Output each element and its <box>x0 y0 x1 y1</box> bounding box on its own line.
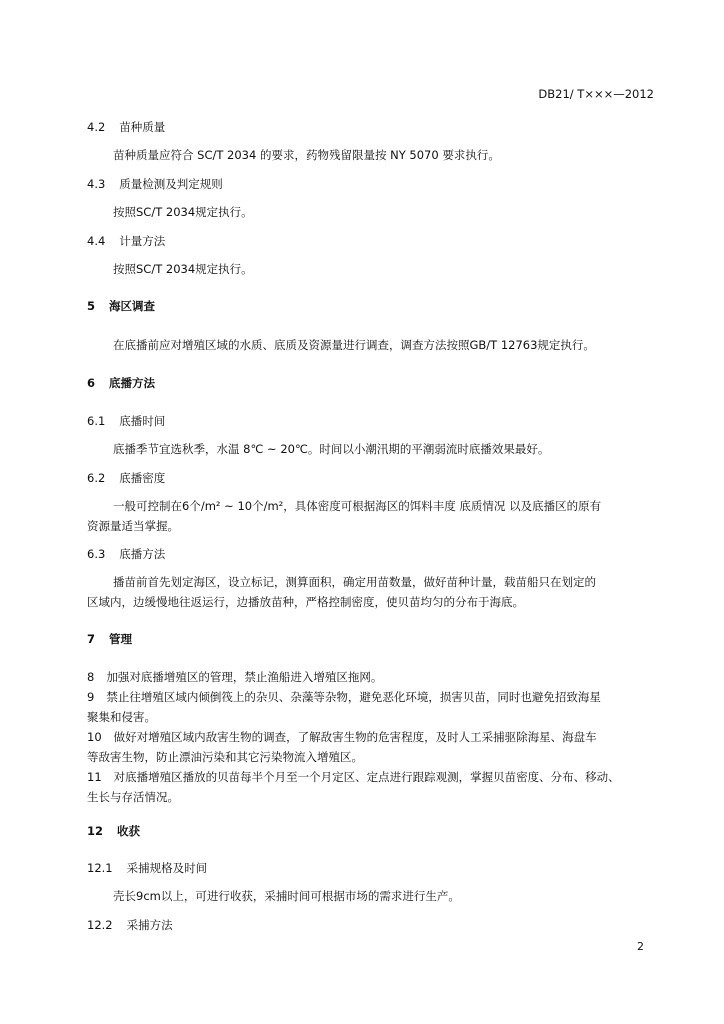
section-title: 苗种质量 <box>119 120 166 134</box>
section-6-1-heading <box>87 413 165 429</box>
section-title: 计量方法 <box>119 234 166 248</box>
section-12-1-heading <box>87 860 207 876</box>
section-number: 12 <box>87 824 104 838</box>
section-title: 采捕规格及时间 <box>126 861 208 875</box>
section-9-text-line-1 <box>87 689 601 705</box>
section-6-3-heading <box>87 546 165 562</box>
section-10-text-line-1 <box>87 729 597 745</box>
section-text: 禁止往增殖区域内倾倒筏上的杂贝、杂藻等杂物，避免恶化环境，损害贝苗，同时也避免招致海星 <box>106 690 601 704</box>
document-code: DB21/ T×××—2012 <box>538 87 654 101</box>
section-number: 6.1 <box>87 414 106 428</box>
section-title: 海区调查 <box>109 299 156 313</box>
page-number: 2 <box>637 940 644 953</box>
section-6-3-body-line-2: 区域内，边缓慢地往返运行，边播放苗种，严格控制密度，使贝苗均匀的分布于海底。 <box>87 595 524 609</box>
section-title: 管理 <box>109 632 133 646</box>
section-number: 4.4 <box>87 234 106 248</box>
section-6-3-body-line-1: 播苗前首先划定海区，设立标记，测算面积，确定用苗数量，做好苗种计量，载苗船只在划定的 <box>113 575 596 589</box>
section-number: 9 <box>87 690 95 704</box>
section-4-3-heading <box>87 176 223 192</box>
section-4-2-body: 苗种质量应符合 SC/T 2034 的要求，药物残留限量按 NY 5070 要求执行。 <box>113 148 500 162</box>
section-6-2-body-line-1: 一般可控制在6个/m² ~ 10个/m²，具体密度可根据海区的饵料丰度 底质情况 以及底播区的原有 <box>113 499 602 513</box>
section-12-heading <box>87 823 140 839</box>
section-number: 5 <box>87 299 96 313</box>
section-6-1-body: 底播季节宜选秋季，水温 8℃ ~ 20℃。时间以小潮汛期的平潮弱流时底播效果最好。 <box>113 442 550 456</box>
section-number: 6.2 <box>87 471 106 485</box>
section-title: 收获 <box>117 824 141 838</box>
section-11-text-line-2: 生长与存活情况。 <box>87 790 179 804</box>
section-4-3-body: 按照SC/T 2034规定执行。 <box>113 205 253 219</box>
section-7-heading <box>87 631 132 647</box>
section-4-2-heading <box>87 119 165 135</box>
section-number: 6 <box>87 376 96 390</box>
section-number: 8 <box>87 670 95 684</box>
section-4-4-heading <box>87 233 165 249</box>
section-text: 对底播增殖区播放的贝苗每半个月至一个月定区、定点进行跟踪观测，掌握贝苗密度、分布、移动、 <box>113 770 620 784</box>
section-number: 12.2 <box>87 918 113 932</box>
section-11-text-line-1 <box>87 769 620 785</box>
section-8-text <box>87 669 382 685</box>
section-12-2-heading <box>87 917 173 933</box>
section-text: 做好对增殖区域内敌害生物的调查，了解敌害生物的危害程度，及时人工采捕驱除海星、海盘车 <box>113 730 597 744</box>
section-number: 10 <box>87 730 102 744</box>
section-10-text-line-2: 等敌害生物，防止漂油污染和其它污染物流入增殖区。 <box>87 750 363 764</box>
section-6-2-heading <box>87 470 165 486</box>
section-number: 11 <box>87 770 102 784</box>
section-title: 底播方法 <box>119 547 166 561</box>
section-number: 4.3 <box>87 177 106 191</box>
section-number: 12.1 <box>87 861 113 875</box>
section-12-1-body: 壳长9cm以上，可进行收获，采捕时间可根据市场的需求进行生产。 <box>113 889 460 903</box>
section-6-heading <box>87 375 155 391</box>
section-4-4-body: 按照SC/T 2034规定执行。 <box>113 262 253 276</box>
section-title: 底播密度 <box>119 471 166 485</box>
section-title: 质量检测及判定规则 <box>119 177 223 191</box>
section-title: 底播方法 <box>109 376 156 390</box>
section-title: 采捕方法 <box>126 918 173 932</box>
section-9-text-line-2: 聚集和侵害。 <box>87 710 156 724</box>
section-text: 加强对底播增殖区的管理，禁止渔船进入增殖区拖网。 <box>106 670 383 684</box>
section-5-body: 在底播前应对增殖区域的水质、底质及资源量进行调查，调查方法按照GB/T 12763规定执行。 <box>113 338 595 352</box>
section-number: 7 <box>87 632 96 646</box>
section-5-heading <box>87 298 155 314</box>
section-number: 4.2 <box>87 120 106 134</box>
section-number: 6.3 <box>87 547 106 561</box>
section-6-2-body-line-2: 资源量适当掌握。 <box>87 519 179 533</box>
section-title: 底播时间 <box>119 414 166 428</box>
